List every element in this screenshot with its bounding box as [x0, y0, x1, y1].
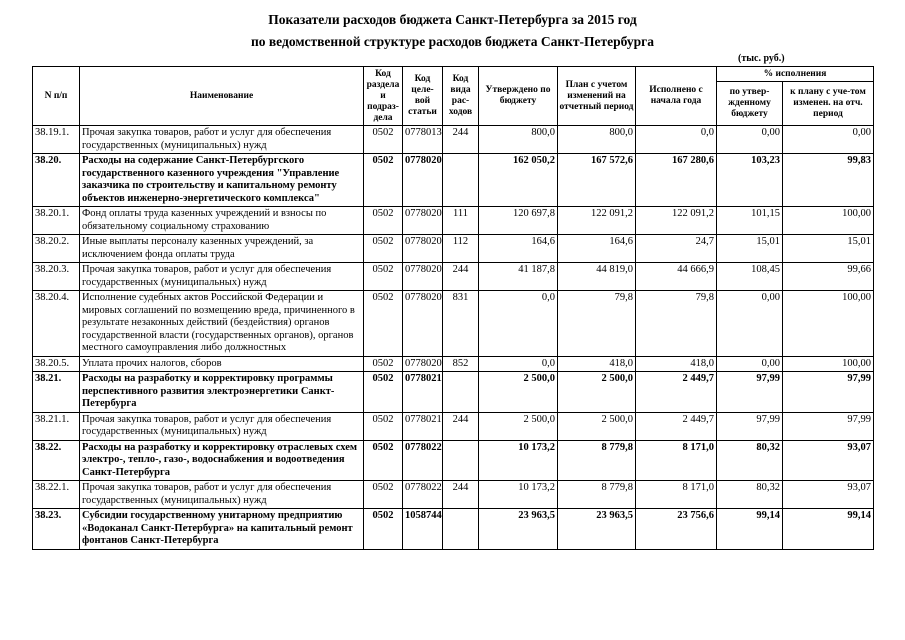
cell-isp: 8 171,0 — [636, 481, 717, 509]
cell-razdel: 0502 — [364, 481, 403, 509]
cell-razdel: 0502 — [364, 356, 403, 372]
table-row — [33, 372, 874, 413]
cell-utv: 10 173,2 — [479, 481, 558, 509]
cell-num: 38.20. — [33, 154, 80, 207]
cell-name: Фонд оплаты труда казенных учреждений и взносы по обязательному социальному страхованию — [80, 207, 364, 235]
cell-utv: 10 173,2 — [479, 440, 558, 481]
cell-vid: 244 — [443, 412, 479, 440]
cell-razdel: 0502 — [364, 440, 403, 481]
cell-isp: 0,0 — [636, 126, 717, 154]
cell-vid: 111 — [443, 207, 479, 235]
cell-pct-utv: 0,00 — [717, 291, 783, 357]
cell-stat: 0778021 — [403, 412, 443, 440]
cell-isp: 167 280,6 — [636, 154, 717, 207]
table-row — [33, 412, 874, 440]
cell-plan: 167 572,6 — [558, 154, 636, 207]
table-row — [33, 291, 874, 357]
cell-stat: 0778020 — [403, 291, 443, 357]
header-pct-utv: по утвер-жденному бюджету — [717, 82, 783, 126]
cell-pct-plan: 100,00 — [783, 207, 874, 235]
table-row — [33, 440, 874, 481]
cell-pct-plan: 99,83 — [783, 154, 874, 207]
cell-stat: 0778020 — [403, 235, 443, 263]
table-row — [33, 207, 874, 235]
cell-num: 38.20.2. — [33, 235, 80, 263]
cell-plan: 44 819,0 — [558, 263, 636, 291]
cell-stat: 0778020 — [403, 356, 443, 372]
cell-isp: 2 449,7 — [636, 412, 717, 440]
cell-name: Расходы на разработку и корректировку программы перспективного развития электроэнергетики Санкт-Петербурга — [80, 372, 364, 413]
cell-num: 38.20.5. — [33, 356, 80, 372]
table-row — [33, 263, 874, 291]
cell-utv: 800,0 — [479, 126, 558, 154]
cell-isp: 8 171,0 — [636, 440, 717, 481]
cell-razdel: 0502 — [364, 372, 403, 413]
cell-pct-utv: 99,14 — [717, 509, 783, 550]
cell-pct-utv: 103,23 — [717, 154, 783, 207]
cell-name: Прочая закупка товаров, работ и услуг для обеспечения государственных (муниципальных) нужд — [80, 263, 364, 291]
cell-utv: 162 050,2 — [479, 154, 558, 207]
cell-stat: 0778022 — [403, 481, 443, 509]
cell-pct-utv: 80,32 — [717, 481, 783, 509]
cell-pct-plan: 0,00 — [783, 126, 874, 154]
cell-pct-utv: 15,01 — [717, 235, 783, 263]
cell-num: 38.20.4. — [33, 291, 80, 357]
cell-name: Расходы на содержание Санкт-Петербургского государственного казенного учреждения "Управление заказчика по строительству и капитальному ремонту объектов инженерно-энергетического комплекса" — [80, 154, 364, 207]
cell-plan: 2 500,0 — [558, 412, 636, 440]
cell-num: 38.20.3. — [33, 263, 80, 291]
cell-utv: 164,6 — [479, 235, 558, 263]
table-row — [33, 356, 874, 372]
cell-utv: 2 500,0 — [479, 372, 558, 413]
cell-pct-plan: 93,07 — [783, 481, 874, 509]
cell-stat: 0778020 — [403, 154, 443, 207]
cell-num: 38.21.1. — [33, 412, 80, 440]
cell-plan: 23 963,5 — [558, 509, 636, 550]
cell-stat: 0778013 — [403, 126, 443, 154]
cell-num: 38.22. — [33, 440, 80, 481]
cell-pct-utv: 97,99 — [717, 412, 783, 440]
cell-razdel: 0502 — [364, 412, 403, 440]
cell-name: Прочая закупка товаров, работ и услуг для обеспечения государственных (муниципальных) нужд — [80, 481, 364, 509]
cell-vid — [443, 440, 479, 481]
cell-name: Исполнение судебных актов Российской Федерации и мировых соглашений по возмещению вреда, причиненного в результате незаконных действий (бездействия) органов государственной власти (государственных органов), органов местного самоуправления либо должностных — [80, 291, 364, 357]
header-pct-plan: к плану с уче-том изменен. на отч. период — [783, 82, 874, 126]
table-row — [33, 154, 874, 207]
cell-utv: 41 187,8 — [479, 263, 558, 291]
cell-vid: 831 — [443, 291, 479, 357]
cell-razdel: 0502 — [364, 291, 403, 357]
cell-name: Субсидии государственному унитарному предприятию «Водоканал Санкт-Петербурга» на капитальный ремонт фонтанов Санкт-Петербурга — [80, 509, 364, 550]
cell-isp: 44 666,9 — [636, 263, 717, 291]
cell-razdel: 0502 — [364, 154, 403, 207]
cell-name: Прочая закупка товаров, работ и услуг для обеспечения государственных (муниципальных) нужд — [80, 126, 364, 154]
cell-razdel: 0502 — [364, 263, 403, 291]
cell-plan: 164,6 — [558, 235, 636, 263]
cell-stat: 0778020 — [403, 263, 443, 291]
cell-vid: 852 — [443, 356, 479, 372]
table-row — [33, 481, 874, 509]
cell-pct-plan: 100,00 — [783, 291, 874, 357]
header-name: Наименование — [80, 67, 364, 126]
cell-num: 38.20.1. — [33, 207, 80, 235]
cell-pct-utv: 108,45 — [717, 263, 783, 291]
cell-num: 38.23. — [33, 509, 80, 550]
cell-stat: 0778021 — [403, 372, 443, 413]
cell-plan: 8 779,8 — [558, 440, 636, 481]
document-title: Показатели расходов бюджета Санкт-Петербурга за 2015 год — [268, 12, 637, 27]
header-razdel: Код раздела и подраз-дела — [364, 67, 403, 126]
document-subtitle: по ведомственной структуре расходов бюджета Санкт-Петербурга — [250, 34, 655, 49]
cell-name: Иные выплаты персоналу казенных учреждений, за исключением фонда оплаты труда — [80, 235, 364, 263]
cell-utv: 0,0 — [479, 291, 558, 357]
cell-plan: 122 091,2 — [558, 207, 636, 235]
cell-vid: 244 — [443, 126, 479, 154]
units-label: (тыс. руб.) — [738, 53, 785, 64]
cell-utv: 0,0 — [479, 356, 558, 372]
cell-isp: 23 756,6 — [636, 509, 717, 550]
cell-stat: 0778020 — [403, 207, 443, 235]
cell-pct-plan: 93,07 — [783, 440, 874, 481]
cell-isp: 122 091,2 — [636, 207, 717, 235]
cell-vid — [443, 154, 479, 207]
header-isp: Исполнено с начала года — [636, 67, 717, 126]
cell-vid: 244 — [443, 263, 479, 291]
header-utv: Утверждено по бюджету — [479, 67, 558, 126]
cell-pct-utv: 97,99 — [717, 372, 783, 413]
cell-plan: 8 779,8 — [558, 481, 636, 509]
cell-isp: 2 449,7 — [636, 372, 717, 413]
cell-isp: 418,0 — [636, 356, 717, 372]
cell-vid — [443, 372, 479, 413]
cell-pct-plan: 97,99 — [783, 412, 874, 440]
header-num: N п/п — [33, 67, 80, 126]
header-vid: Код вида рас-ходов — [443, 67, 479, 126]
cell-vid: 244 — [443, 481, 479, 509]
cell-razdel: 0502 — [364, 207, 403, 235]
cell-plan: 79,8 — [558, 291, 636, 357]
cell-vid — [443, 509, 479, 550]
cell-utv: 120 697,8 — [479, 207, 558, 235]
cell-razdel: 0502 — [364, 509, 403, 550]
cell-isp: 79,8 — [636, 291, 717, 357]
cell-razdel: 0502 — [364, 235, 403, 263]
header-plan: План с учетом изменений на отчетный период — [558, 67, 636, 126]
cell-name: Уплата прочих налогов, сборов — [80, 356, 364, 372]
table-row — [33, 126, 874, 154]
cell-pct-utv: 101,15 — [717, 207, 783, 235]
cell-razdel: 0502 — [364, 126, 403, 154]
header-row — [33, 67, 874, 82]
budget-table — [32, 66, 874, 550]
cell-pct-plan: 99,66 — [783, 263, 874, 291]
table-body — [33, 126, 874, 550]
cell-plan: 800,0 — [558, 126, 636, 154]
cell-plan: 418,0 — [558, 356, 636, 372]
cell-utv: 23 963,5 — [479, 509, 558, 550]
cell-stat: 0778022 — [403, 440, 443, 481]
cell-pct-plan: 15,01 — [783, 235, 874, 263]
cell-isp: 24,7 — [636, 235, 717, 263]
cell-name: Прочая закупка товаров, работ и услуг для обеспечения государственных (муниципальных) нужд — [80, 412, 364, 440]
cell-pct-utv: 0,00 — [717, 126, 783, 154]
header-pct-group: % исполнения — [717, 67, 874, 82]
cell-vid: 112 — [443, 235, 479, 263]
cell-name: Расходы на разработку и корректировку отраслевых схем электро-, тепло-, газо-, водоснабжения и водоотведения Санкт-Петербурга — [80, 440, 364, 481]
table-row — [33, 235, 874, 263]
cell-num: 38.21. — [33, 372, 80, 413]
cell-pct-utv: 80,32 — [717, 440, 783, 481]
cell-utv: 2 500,0 — [479, 412, 558, 440]
cell-pct-utv: 0,00 — [717, 356, 783, 372]
cell-stat: 1058744 — [403, 509, 443, 550]
cell-plan: 2 500,0 — [558, 372, 636, 413]
table-row — [33, 509, 874, 550]
cell-num: 38.19.1. — [33, 126, 80, 154]
cell-pct-plan: 100,00 — [783, 356, 874, 372]
cell-num: 38.22.1. — [33, 481, 80, 509]
cell-pct-plan: 97,99 — [783, 372, 874, 413]
cell-pct-plan: 99,14 — [783, 509, 874, 550]
header-stat: Код целе-вой статьи — [403, 67, 443, 126]
